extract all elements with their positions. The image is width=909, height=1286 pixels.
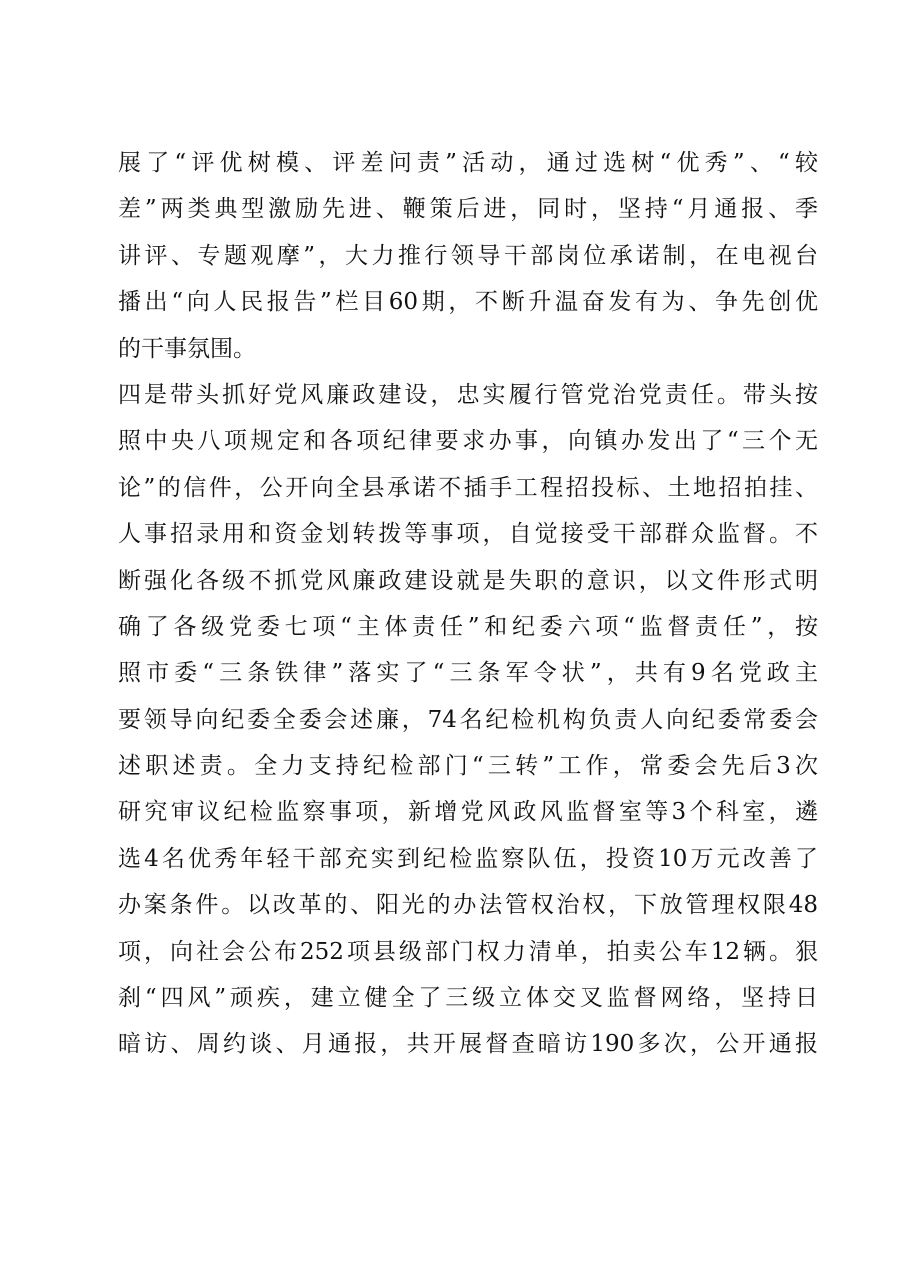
text-line: 选4名优秀年轻干部充实到纪检监察队伍，投资10万元改善了 (118, 845, 818, 872)
text-line: 断强化各级不抓党风廉政建设就是失职的意识，以文件形式明 (118, 567, 818, 594)
text-line: 刹“四风”顽疾，建立健全了三级立体交叉监督网络，坚持日 (118, 985, 818, 1012)
text-line: 暗访、周约谈、月通报，共开展督查暗访190多次，公开通报 (118, 1031, 818, 1058)
text-line: 的干事氛围。 (118, 335, 256, 362)
text-line: 展了“评优树模、评差问责”活动，通过选树“优秀”、“较 (118, 150, 818, 176)
text-line: 讲评、专题观摩”，大力推行领导干部岗位承诺制，在电视台 (118, 242, 818, 269)
text-line: 播出“向人民报告”栏目60期，不断升温奋发有为、争先创优 (118, 289, 818, 316)
text-line: 照市委“三条铁律”落实了“三条军令状”，共有9名党政主 (118, 660, 818, 687)
text-line: 项，向社会公布252项县级部门权力清单，拍卖公车12辆。狠 (118, 938, 818, 965)
text-line: 照中央八项规定和各项纪律要求办事，向镇办发出了“三个无 (118, 428, 818, 455)
text-line: 述职述责。全力支持纪检部门“三转”工作，常委会先后3次 (118, 753, 818, 780)
text-line: 论”的信件，公开向全县承诺不插手工程招投标、土地招拍挂、 (118, 474, 818, 501)
text-line: 人事招录用和资金划转拨等事项，自觉接受干部群众监督。不 (118, 521, 818, 548)
text-line: 确了各级党委七项“主体责任”和纪委六项“监督责任”，按 (118, 613, 818, 640)
text-line: 四是带头抓好党风廉政建设，忠实履行管党治党责任。带头按 (118, 381, 818, 408)
text-line: 要领导向纪委全委会述廉，74名纪检机构负责人向纪委常委会 (118, 706, 818, 733)
text-line: 办案条件。以改革的、阳光的办法管权治权，下放管理权限48 (118, 892, 818, 919)
text-line: 研究审议纪检监察事项，新增党风政风监督室等3个科室，遴 (118, 799, 818, 826)
text-line: 差”两类典型激励先进、鞭策后进，同时，坚持“月通报、季 (118, 196, 818, 223)
body-text (118, 140, 818, 1068)
